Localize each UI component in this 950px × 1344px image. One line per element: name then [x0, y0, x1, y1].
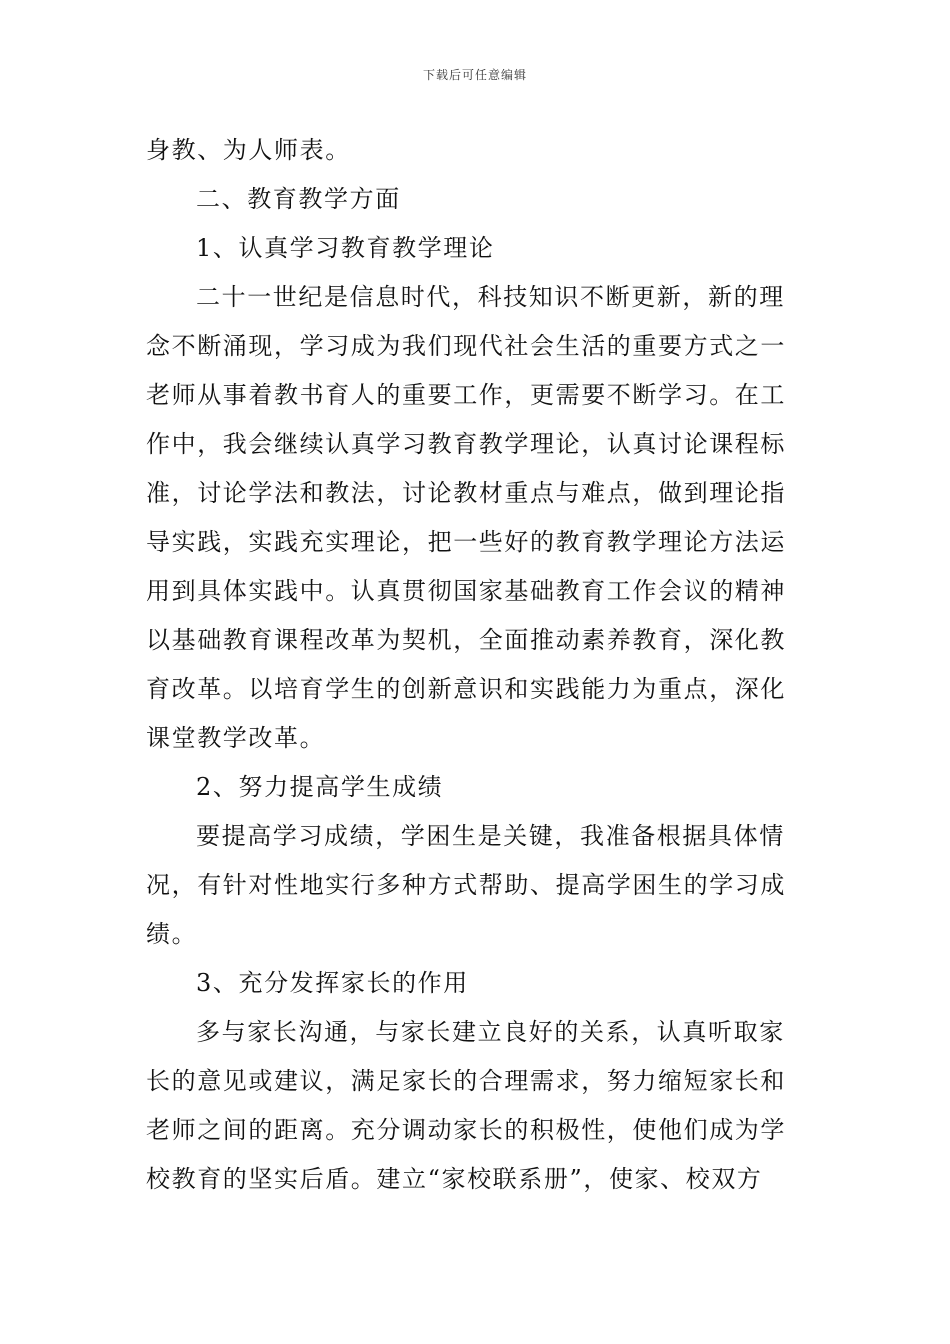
text-line: 校教育的坚实后盾。建立“家校联系册”，使家、校双方 [146, 1165, 763, 1193]
text-line: 二十一世纪是信息时代，科技知识不断更新，新的理 [196, 283, 785, 311]
text-line: 准，讨论学法和教法，讨论教材重点与难点，做到理论指 [146, 479, 786, 507]
text-line: 老师从事着教书育人的重要工作，更需要不断学习。在工 [146, 381, 786, 409]
text-line: 课堂教学改革。 [146, 724, 326, 752]
document-body [146, 126, 806, 1204]
text-line: 以基础教育课程改革为契机，全面推动素养教育，深化教 [146, 626, 786, 654]
text-line: 老师之间的距离。充分调动家长的积极性，使他们成为学 [146, 1116, 786, 1144]
text-line: 念不断涌现，学习成为我们现代社会生活的重要方式之一 [146, 332, 786, 360]
text-line: 长的意见或建议，满足家长的合理需求，努力缩短家长和 [146, 1067, 786, 1095]
text-line: 育改革。以培育学生的创新意识和实践能力为重点，深化 [146, 675, 786, 703]
text-line: 况，有针对性地实行多种方式帮助、提高学困生的学习成 [146, 871, 786, 899]
text-line: 导实践，实践充实理论，把一些好的教育教学理论方法运 [146, 528, 786, 556]
text-line: 3、充分发挥家长的作用 [196, 969, 469, 997]
text-line: 二、教育教学方面 [196, 185, 401, 213]
text-line: 用到具体实践中。认真贯彻国家基础教育工作会议的精神 [146, 577, 786, 605]
text-line: 绩。 [146, 920, 198, 948]
page-header-note: 下载后可任意编辑 [422, 68, 527, 82]
text-line: 1、认真学习教育教学理论 [196, 234, 495, 262]
text-line: 2、努力提高学生成绩 [196, 773, 444, 801]
text-line: 多与家长沟通，与家长建立良好的关系，认真听取家 [196, 1018, 785, 1046]
text-line: 作中，我会继续认真学习教育教学理论，认真讨论课程标 [146, 430, 786, 458]
text-line: 身教、为人师表。 [146, 136, 351, 164]
text-line: 要提高学习成绩，学困生是关键，我准备根据具体情 [196, 822, 785, 850]
